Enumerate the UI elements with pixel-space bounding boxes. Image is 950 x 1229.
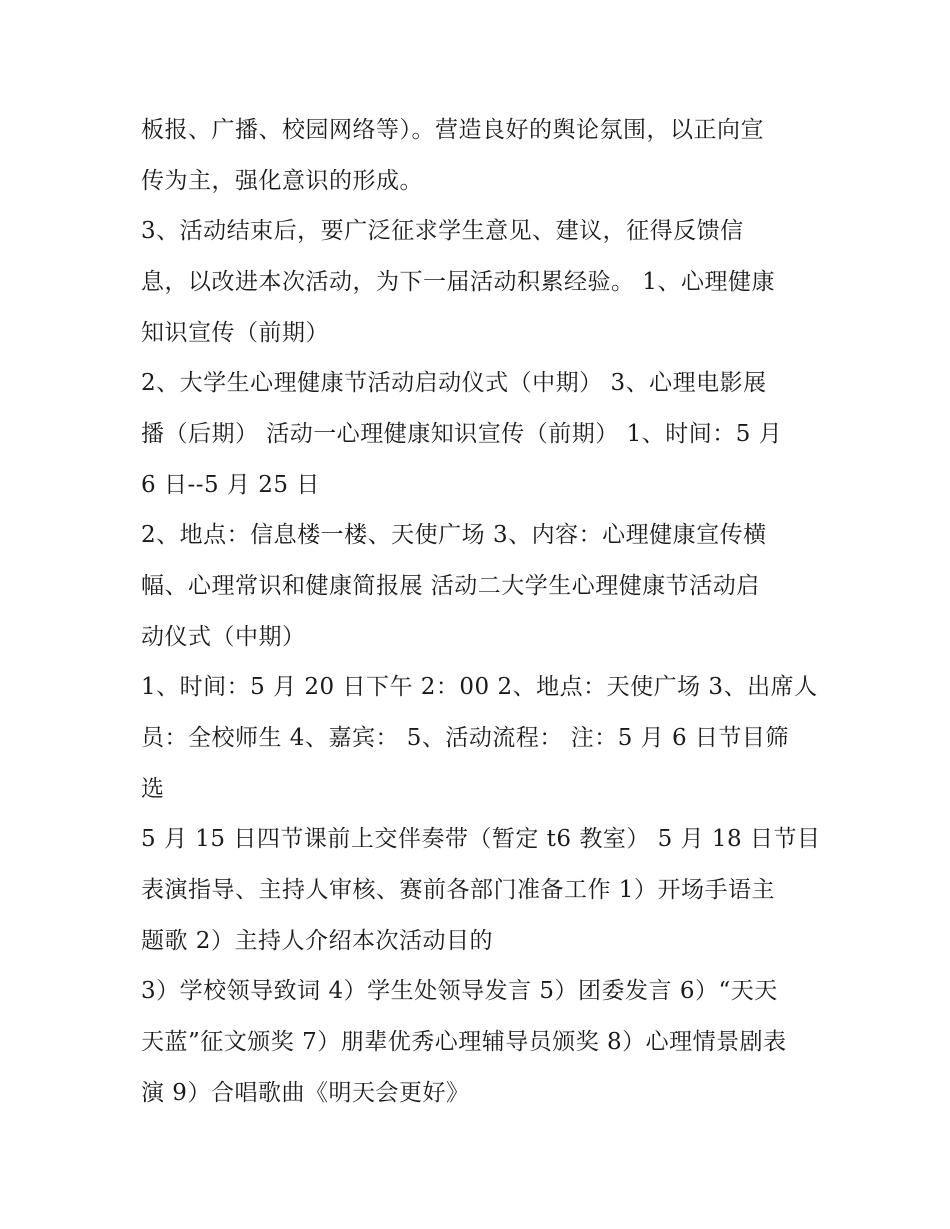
text-line: 3）学校领导致词 4）学生处领导发言 5）团委发言 6）“天天 xyxy=(141,978,778,1004)
text-line: 员：全校师生 4、嘉宾： 5、活动流程： 注：5 月 6 日节目筛 xyxy=(141,725,789,751)
text-line: 动仪式（中期） xyxy=(141,624,306,650)
text-line: 选 xyxy=(141,776,165,802)
text-line: 5 月 15 日四节课前上交伴奏带（暂定 t6 教室） 5 月 18 日节目 xyxy=(141,826,821,852)
text-line: 传为主，强化意识的形成。 xyxy=(141,168,423,194)
text-line: 板报、广播、校园网络等）。营造良好的舆论氛围，以正向宣 xyxy=(141,117,764,143)
text-line: 表演指导、主持人审核、赛前各部门准备工作 1）开场手语主 xyxy=(141,877,775,903)
text-line: 2、大学生心理健康节活动启动仪式（中期） 3、心理电影展 xyxy=(141,370,767,396)
text-line: 题歌 2）主持人介绍本次活动目的 xyxy=(141,928,493,954)
text-line: 息，以改进本次活动，为下一届活动积累经验。 1、心理健康 xyxy=(141,269,775,295)
text-line: 幅、心理常识和健康简报展 活动二大学生心理健康节活动启 xyxy=(141,573,760,599)
text-line: 1、时间：5 月 20 日下午 2：00 2、地点：天使广场 3、出席人 xyxy=(141,674,818,700)
text-line: 3、活动结束后，要广泛征求学生意见、建议，征得反馈信 xyxy=(141,218,744,244)
text-line: 演 9）合唱歌曲《明天会更好》 xyxy=(141,1080,470,1106)
text-line: 知识宣传（前期） xyxy=(141,320,329,346)
text-line: 播（后期） 活动一心理健康知识宣传（前期） 1、时间：5 月 xyxy=(141,421,783,447)
text-line: 2、地点：信息楼一楼、天使广场 3、内容：心理健康宣传横 xyxy=(141,522,767,548)
text-line: 天蓝”征文颁奖 7）朋辈优秀心理辅导员颁奖 8）心理情景剧表 xyxy=(141,1029,787,1055)
text-line: 6 日--5 月 25 日 xyxy=(141,472,320,498)
